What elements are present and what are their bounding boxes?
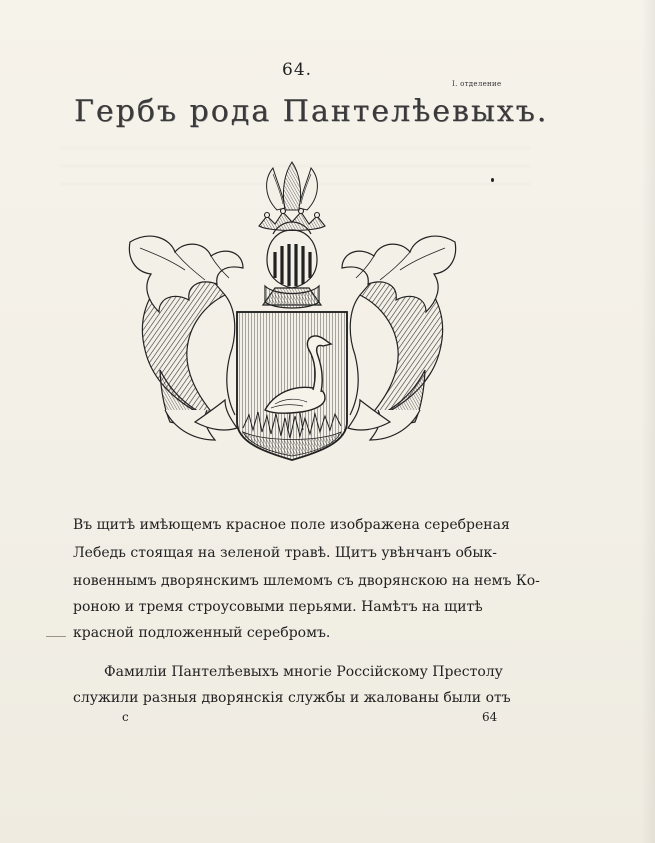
catchword: 64 (482, 710, 498, 724)
section-label: I. отделение (452, 80, 502, 88)
page-edge-shadow (641, 0, 655, 843)
paragraph1-line1: Въ щитѣ имѣющемъ красное поле изображена серебреная (73, 517, 510, 533)
paragraph1-line3: новеннымъ дворянскимъ шлемомъ съ дворянскою на немъ Ко- (73, 573, 540, 589)
paragraph1-line2: Лебедь стоящая на зеленой травѣ. Щитъ увѣнчанъ обык- (73, 545, 497, 561)
shield (237, 312, 347, 460)
ink-dot (491, 178, 494, 182)
left-mantling (129, 236, 243, 440)
helmet (263, 222, 321, 308)
margin-mark (46, 636, 66, 637)
paragraph1-line4: роною и тремя строусовыми перьями. Намѣтъ на щитѣ (73, 599, 483, 615)
page-number: 64. (282, 60, 313, 80)
paragraph2-line2: служили разныя дворянскiя службы и жалованы были отъ (73, 690, 511, 706)
paragraph1-line5: красной подложенный серебромъ. (73, 625, 331, 641)
crown (259, 209, 325, 231)
page-title: Гербъ рода Пантелѣевыхъ. (74, 94, 549, 129)
right-mantling (342, 236, 456, 440)
signature-mark: с (122, 710, 129, 724)
coat-of-arms-illustration (125, 160, 460, 470)
ostrich-feathers (267, 162, 318, 210)
paragraph2-line1: Фамилiи Пантелѣевыхъ многiе Россiйскому Престолу (104, 664, 503, 680)
